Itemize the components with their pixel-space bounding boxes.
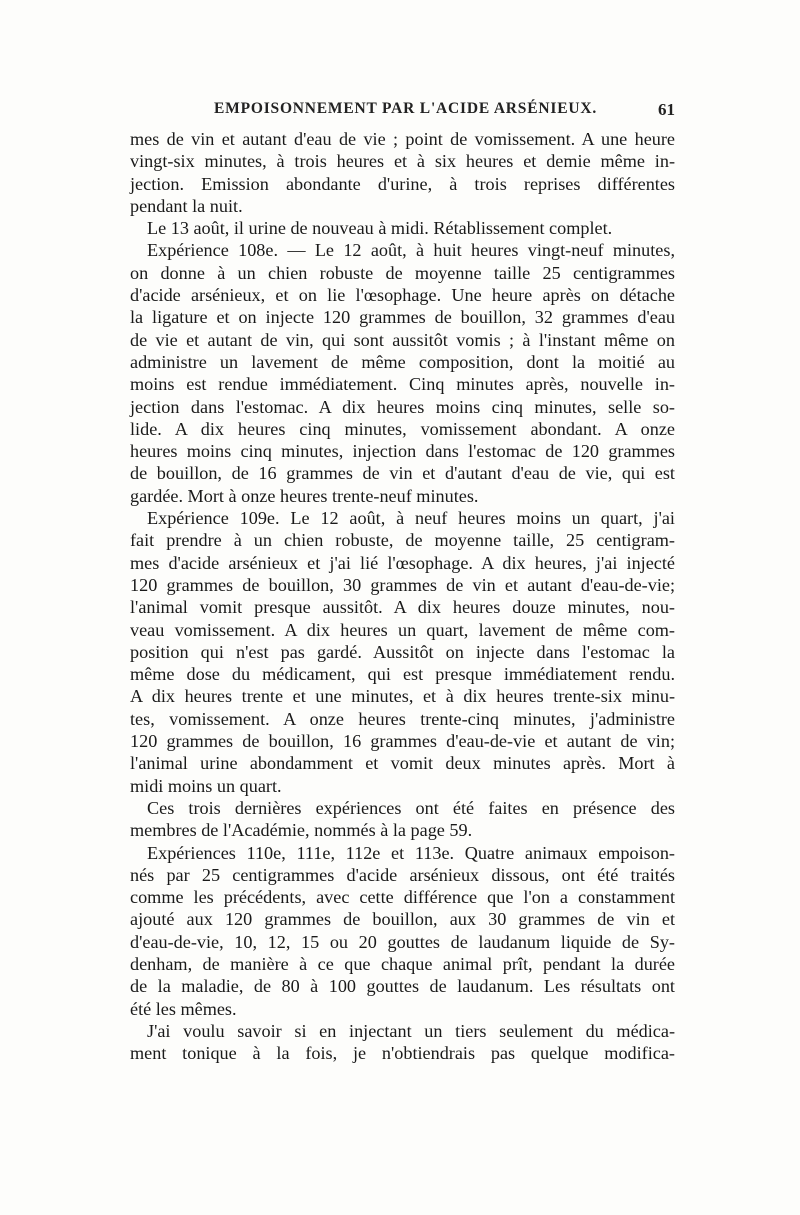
text-line: midi moins un quart. xyxy=(130,775,282,796)
text-line: pendant la nuit. xyxy=(130,195,243,216)
text-line: membres de l'Académie, nommés à la page 59. xyxy=(130,820,473,841)
text-line: jection dans l'estomac. A dix heures moins cinq minutes, selle so- xyxy=(130,396,675,417)
page-number: 61 xyxy=(658,100,675,119)
text-line: lide. A dix heures cinq minutes, vomissement abondant. A onze xyxy=(130,418,675,439)
text-line: Expériences 110e, 111e, 112e et 113e. Quatre animaux empoison- xyxy=(147,842,675,863)
text-line: Ces trois dernières expériences ont été faites en présence des xyxy=(147,797,675,818)
text-line: gardée. Mort à onze heures trente-neuf minutes. xyxy=(130,485,479,506)
text-line: comme les précédents, avec cette différence que l'on a constamment xyxy=(130,887,675,908)
text-line: mes d'acide arsénieux et j'ai lié l'œsophage. A dix heures, j'ai injecté xyxy=(130,552,675,573)
text-line: on donne à un chien robuste de moyenne taille 25 centigrammes xyxy=(130,262,675,283)
running-title: EMPOISONNEMENT PAR L'ACIDE ARSÉNIEUX. xyxy=(214,100,597,117)
text-line: Expérience 109e. Le 12 août, à neuf heures moins un quart, j'ai xyxy=(147,508,675,529)
text-line: tes, vomissement. A onze heures trente-cinq minutes, j'administre xyxy=(130,708,675,729)
text-line: mes de vin et autant d'eau de vie ; point de vomissement. A une heure xyxy=(130,129,675,149)
text-line: même dose du médicament, qui est presque immédiatement rendu. xyxy=(130,664,675,685)
text-line: heures moins cinq minutes, injection dans l'estomac de 120 grammes xyxy=(130,441,675,462)
running-header xyxy=(130,100,675,124)
text-line: été les mêmes. xyxy=(130,998,237,1019)
text-line: jection. Emission abondante d'urine, à trois reprises différentes xyxy=(130,173,675,194)
text-line: position qui n'est pas gardé. Aussitôt on injecte dans l'estomac la xyxy=(130,641,675,662)
text-line: d'acide arsénieux, et on lie l'œsophage. Une heure après on détache xyxy=(130,285,675,306)
text-line: vingt-six minutes, à trois heures et à six heures et demie même in- xyxy=(130,151,675,172)
text-line: denham, de manière à ce que chaque animal prît, pendant la durée xyxy=(130,953,675,974)
text-line: fait prendre à un chien robuste, de moyenne taille, 25 centigram- xyxy=(130,530,675,551)
text-line: 120 grammes de bouillon, 30 grammes de vin et autant d'eau-de-vie; xyxy=(130,574,675,595)
text-line: moins est rendue immédiatement. Cinq minutes après, nouvelle in- xyxy=(130,374,675,395)
text-line: administre un lavement de même composition, dont la moitié au xyxy=(130,351,675,372)
text-line: de vie et autant de vin, qui sont aussitôt vomis ; à l'instant même on xyxy=(130,329,675,350)
text-line: de bouillon, de 16 grammes de vin et d'autant d'eau de vie, qui est xyxy=(130,463,675,484)
text-line: la ligature et on injecte 120 grammes de bouillon, 32 grammes d'eau xyxy=(130,307,675,328)
text-line: l'animal urine abondamment et vomit deux minutes après. Mort à xyxy=(130,753,675,774)
text-line: nés par 25 centigrammes d'acide arsénieux dissous, ont été traités xyxy=(130,864,675,885)
text-line: Le 13 août, il urine de nouveau à midi. Rétablissement complet. xyxy=(147,218,613,239)
text-line: veau vomissement. A dix heures un quart, lavement de même com- xyxy=(130,619,675,640)
text-line: 120 grammes de bouillon, 16 grammes d'eau-de-vie et autant de vin; xyxy=(130,731,675,752)
text-line: ajouté aux 120 grammes de bouillon, aux 30 grammes de vin et xyxy=(130,909,675,930)
text-line: A dix heures trente et une minutes, et à dix heures trente-six minu- xyxy=(130,686,675,707)
text-line: l'animal vomit presque aussitôt. A dix heures douze minutes, nou- xyxy=(130,597,675,618)
text-line: J'ai voulu savoir si en injectant un tiers seulement du médica- xyxy=(147,1020,675,1041)
text-line: de la maladie, de 80 à 100 gouttes de laudanum. Les résultats ont xyxy=(130,976,675,997)
text-line: ment tonique à la fois, je n'obtiendrais pas quelque modifica- xyxy=(130,1043,675,1064)
body-text xyxy=(130,128,675,1064)
text-line: Expérience 108e. — Le 12 août, à huit heures vingt-neuf minutes, xyxy=(147,240,675,261)
text-line: d'eau-de-vie, 10, 12, 15 ou 20 gouttes de laudanum liquide de Sy- xyxy=(130,931,675,952)
